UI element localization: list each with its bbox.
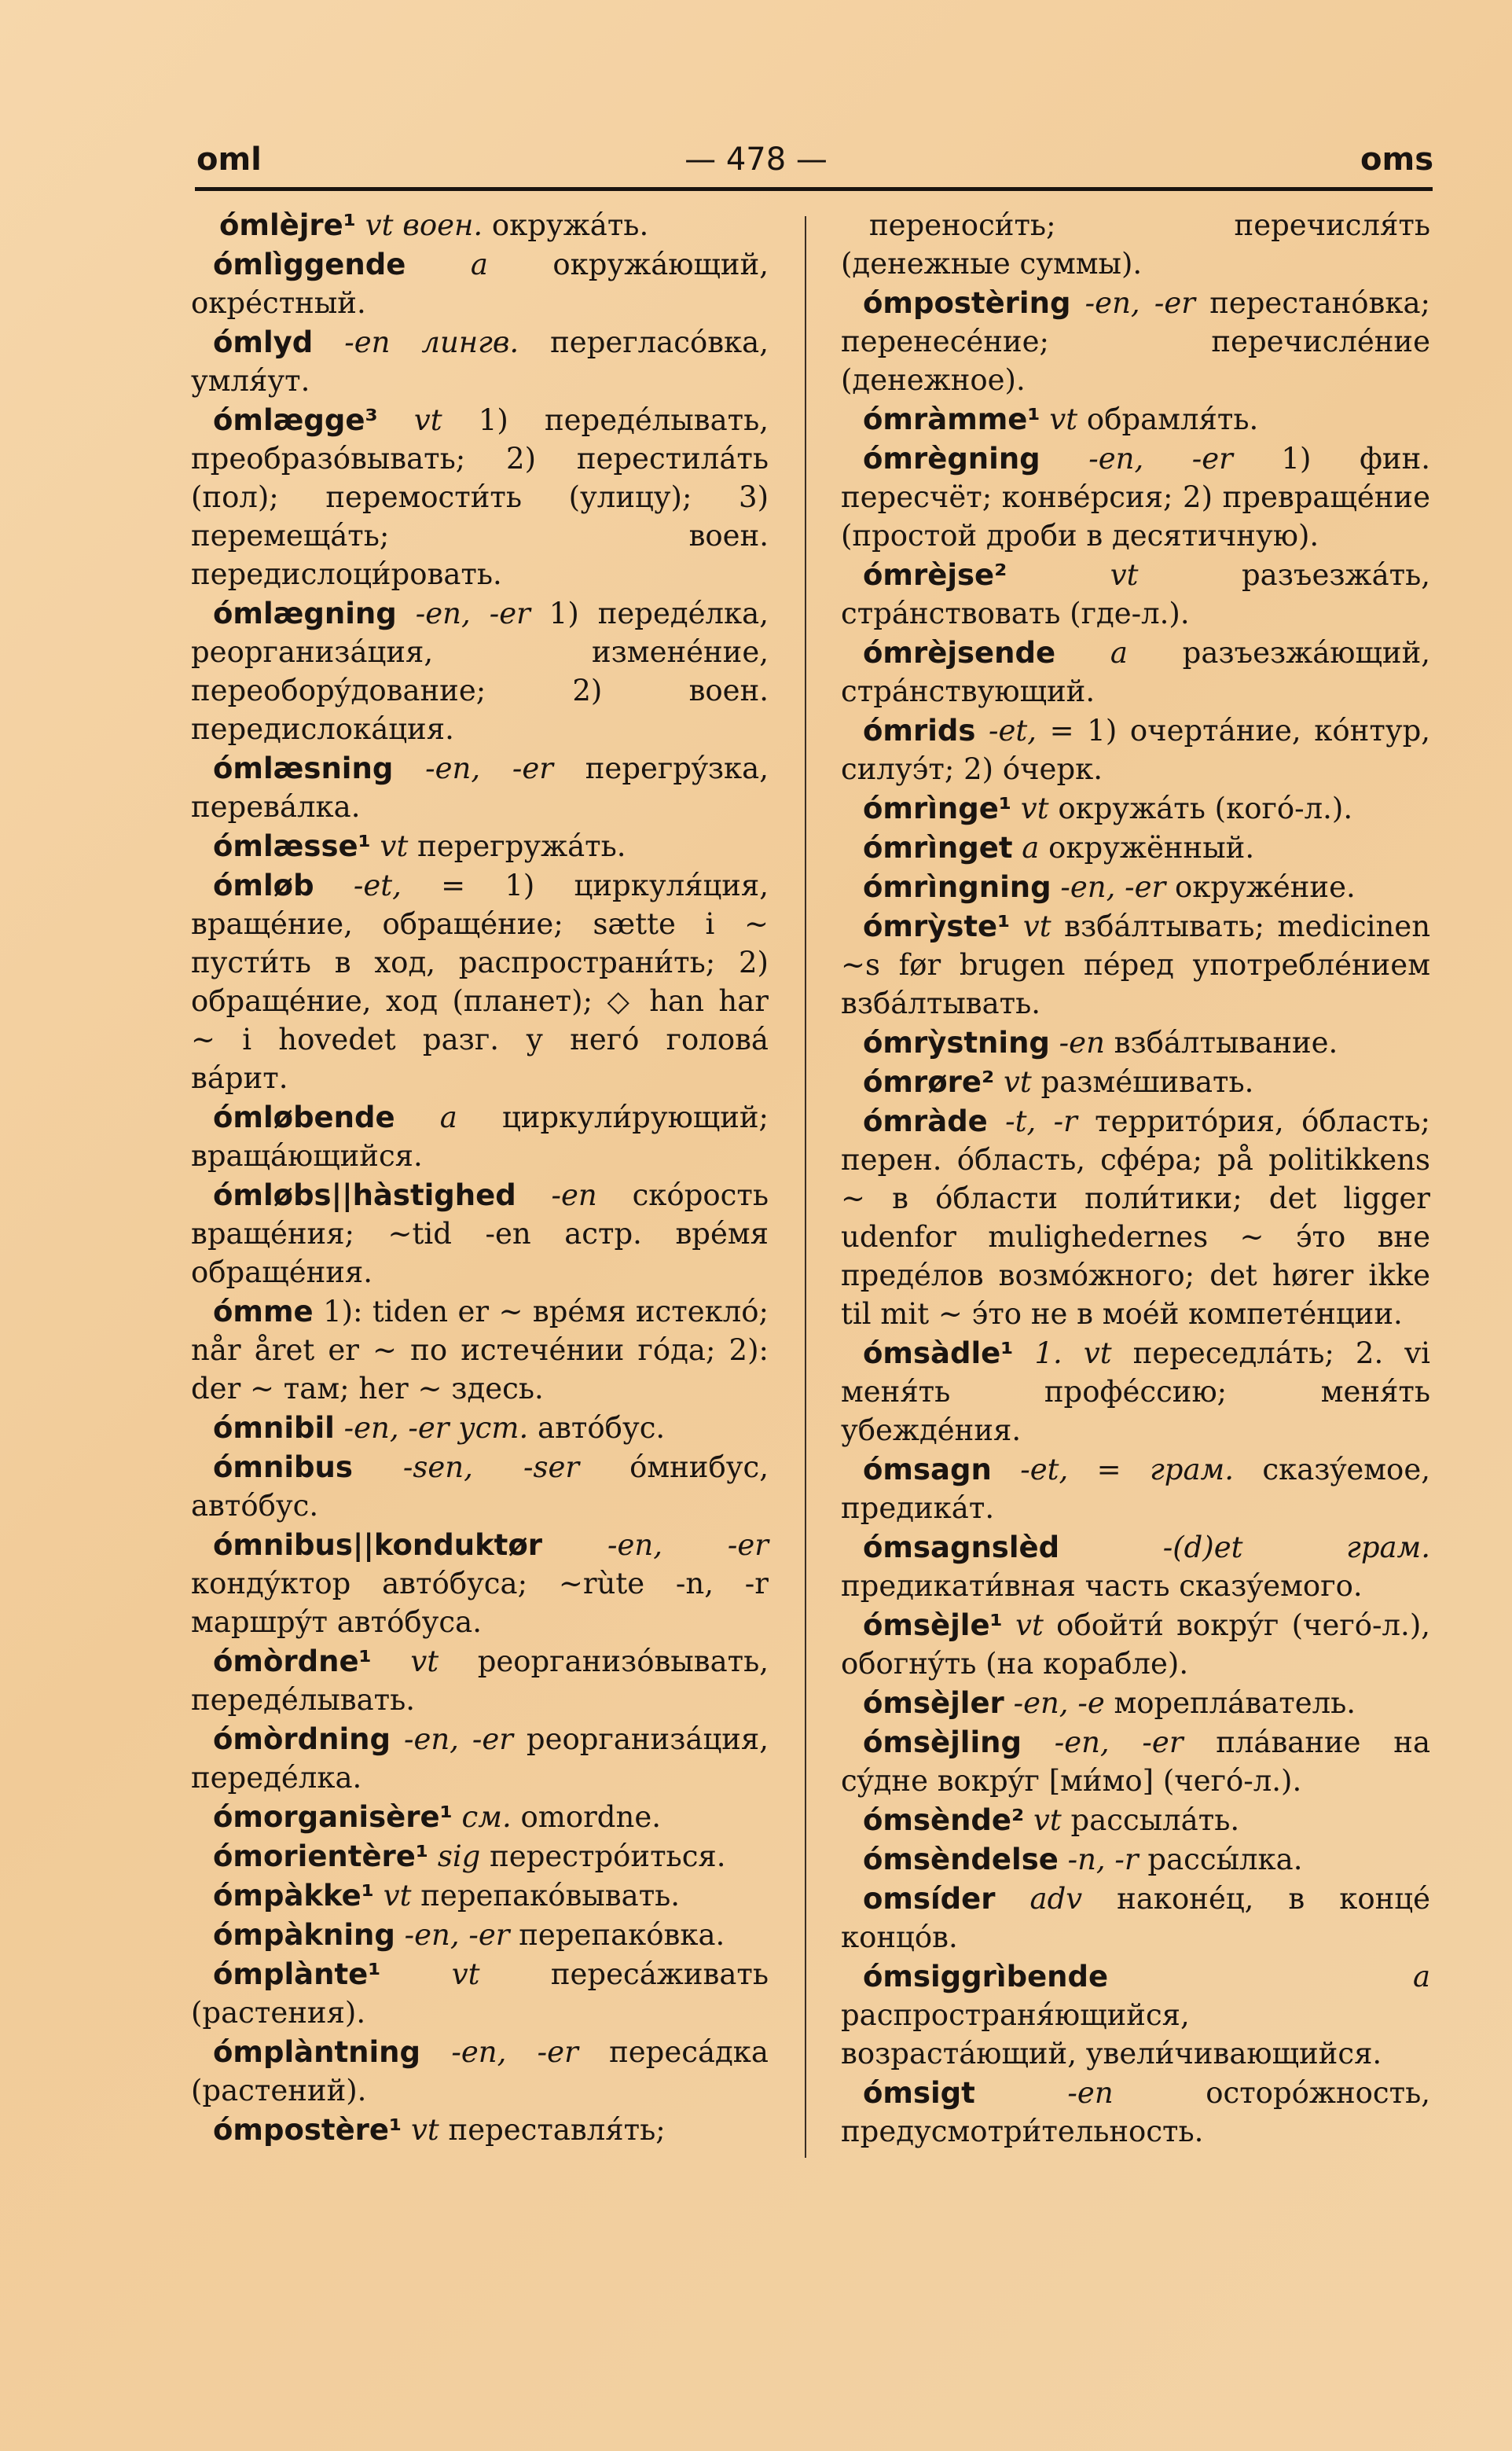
headword: ómorientère¹ [213,1839,429,1873]
dictionary-entry [841,868,1430,906]
dictionary-entry [191,401,769,593]
definition: рассы́лка. [1147,1843,1303,1876]
definition: 1) очертáние, кóнтур, силуэ́т; 2) óчерк. [841,714,1431,786]
definition: предикати́вная часть сказýемого. [841,1569,1363,1603]
grammar-label: -en, -er [607,1528,769,1562]
grammar-label: -en, -er [1054,1725,1184,1759]
headword: ómlèjre¹ [219,208,356,242]
definition: окружённый. [1048,831,1255,865]
definition: окружáть. [491,208,649,242]
headword: ómràde [863,1104,988,1138]
headword: ómsèndelse [863,1843,1059,1876]
grammar-label: -en, -er [404,1918,510,1952]
dictionary-entry [841,907,1430,1023]
grammar-label: -en, -er [403,1722,513,1756]
headword: ómrèjse² [863,558,1007,592]
dictionary-entry [841,634,1430,711]
definition: реорганизóвывать, передéлывать. [191,1644,769,1717]
headword: ómrèjsende [863,636,1056,670]
definition: кондýктор автóбуса; ~rùte -n, -r маршрýт автóбуса. [191,1567,769,1639]
dictionary-entry [191,1448,769,1525]
headword: omsíder [863,1882,996,1916]
headword: ómløb [213,869,314,902]
definition: omordne. [520,1800,661,1834]
headword: ómnibil [213,1411,335,1445]
dictionary-entry [191,1176,769,1292]
dictionary-entry [191,1292,769,1408]
dictionary-entry [191,1098,769,1175]
definition: обойти́ вокрýг (чегó-л.), обогнýть (на корабле). [841,1608,1431,1681]
headword: ómlæsning [213,751,394,785]
definition: окружéние. [1174,870,1356,904]
headword: ómsèjling [863,1725,1022,1759]
headword: ómnibus [213,1450,353,1484]
grammar-label: sig [437,1839,481,1873]
dictionary-entry [841,556,1430,633]
definition: 1): tiden er ~ врéмя истеклó; når året er ~ по истечéнии гóда; 2): der ~ там; her ~ здесь. [191,1295,769,1406]
dictionary-entry [191,1955,769,2032]
headword: ómlægge³ [213,403,378,437]
definition: наконéц, в концé концóв. [841,1882,1430,1954]
dictionary-entry [841,1023,1430,1062]
definition: реорганизáция, передéлка. [191,1722,769,1795]
definition: разъезжáть, стрáнствовать (где-л.). [841,558,1430,630]
headword: ómsàdle¹ [863,1336,1014,1370]
dictionary-entry [191,1916,769,1954]
dictionary-entry [841,206,1430,283]
headword: ómòrdne¹ [213,1644,372,1678]
dictionary-entry [841,711,1430,788]
grammar-label: vt [1015,1608,1044,1642]
dictionary-entry [841,439,1430,555]
dictionary-entry [841,829,1430,867]
dictionary-entry [841,1063,1430,1101]
dictionary-entry [841,1334,1430,1450]
definition: размéшивать. [1040,1065,1254,1099]
grammar-label: -n, -r [1067,1843,1139,1876]
dictionary-entry [841,1957,1430,2073]
grammar-label: vt [1022,909,1051,943]
grammar-label: vt [411,2113,439,2147]
definition: перестрóиться. [490,1839,726,1873]
definition: рассылáть. [1070,1803,1240,1837]
grammar-label: -en, -er [1060,870,1166,904]
headword: ómsiggrìbende [863,1960,1109,1994]
grammar-label: -et, = [989,714,1074,748]
headword: ómrìnget [863,831,1013,865]
definition: перепакóвывать. [420,1879,681,1913]
definition: переноси́ть; перечисля́ть (денежные суммы). [841,208,1430,281]
definition: распространя́ющийся, возрастáющий, увели́чивающийся. [841,1998,1382,2071]
definition: 1) передéлка, реорганизáция, изменéние, переоборýдование; 2) воен. передислокáция. [191,597,769,746]
definition: сказýемое, предикáт. [841,1453,1430,1525]
grammar-label: vt [1033,1803,1062,1837]
headword: ómrìngning [863,870,1051,904]
headword: ómpàkke¹ [213,1879,374,1913]
grammar-label: vt [380,829,409,863]
right-column [841,206,1430,2152]
headword: ómpostèring [863,286,1071,320]
dictionary-entry [841,1528,1430,1605]
headword: ómrids [863,714,976,748]
headword: ómplànte¹ [213,1957,381,1991]
column-divider [805,216,806,2158]
dictionary-entry [191,1720,769,1797]
dictionary-entry [191,1642,769,1719]
headword: ómsèjle¹ [863,1608,1003,1642]
grammar-label: adv [1029,1882,1083,1916]
grammar-label: -en, -er [1088,442,1233,476]
headword: ómòrdning [213,1722,391,1756]
grammar-label: vt [413,403,442,437]
definition: переседлáть; 2. vi меня́ть профéссию; меня́ть убеждéния. [841,1336,1431,1447]
headword: ómlægning [213,597,397,630]
definition: взбáлтывание. [1114,1026,1338,1060]
grammar-label: см. [461,1800,512,1834]
dictionary-entry [191,594,769,748]
dictionary-entry [841,1840,1430,1879]
grammar-label: vt [1003,1065,1032,1099]
definition: 1) фин. пересчёт; конвéрсия; 2) превращéние (простой дроби в десятичную). [841,442,1430,553]
grammar-label: -en, -er уст. [343,1411,529,1445]
definition: окружáющий, окрéстный. [191,248,769,320]
dictionary-entry [191,1526,769,1641]
definition: перепакóвка. [519,1918,725,1952]
dictionary-entry [841,400,1430,439]
definition: перегласóвка, умля́ут. [191,325,769,398]
grammar-label: a [1110,636,1128,670]
grammar-label: vt [410,1644,439,1678]
grammar-label: vt [1020,792,1049,825]
definition: окружáть (когó-л.). [1058,792,1353,825]
grammar-label: -et, = [353,869,466,902]
definition: перестанóвка; перенесéние; перечислéние (денежное). [841,286,1430,397]
grammar-label: vt воен. [365,208,483,242]
definition: 1) циркуля́ция, вращéние, обращéние; sætte i ~ пусти́ть в ход, распространи́ть; 2) обращéние, ход (планет); ◇ han har ~ i hovedet разг. у негó головá вáрит. [191,869,769,1095]
definition: осторóжность, предусмотри́тельность. [841,2076,1430,2148]
dictionary-entry [191,749,769,826]
dictionary-entry [191,827,769,865]
definition: автóбус. [538,1411,666,1445]
headword: ómrỳste¹ [863,909,1011,943]
dictionary-entry [191,1798,769,1836]
header-left-guide-word: oml [196,141,262,178]
headword: ómpàkning [213,1918,395,1952]
dictionary-entry [191,206,769,244]
definition: мореплáватель. [1114,1686,1356,1720]
dictionary-entry [841,1801,1430,1839]
dictionary-entry [191,1876,769,1915]
definition: перегружáть. [417,829,626,863]
grammar-label: vt [1049,402,1078,436]
definition: переставля́ть; [448,2113,666,2147]
headword: ómsagnslèd [863,1530,1060,1564]
grammar-label: -en лингв. [344,325,519,359]
grammar-label: a [470,248,488,281]
definition: террито́рия, óбласть; перен. óбласть, сфéра; på politikkens ~ в óбласти поли́тики; det ligger udenfor mulighedernes ~ э́то вне предéлов возмóжного; det hører ikke til mit ~ э́то не в моéй компетéнции. [841,1104,1430,1331]
headword: ómløbs||hàstighed [213,1178,516,1212]
headword: ómplàntning [213,2035,420,2069]
definition: перегрýзка, перевáлка. [191,751,769,824]
dictionary-entry [841,284,1430,399]
headword: ómsèjler [863,1686,1004,1720]
dictionary-entry [841,789,1430,828]
grammar-label: -en [1059,1026,1105,1060]
headword: ómme [213,1295,314,1328]
grammar-label: -en [1067,2076,1114,2110]
headword: ómlyd [213,325,314,359]
definition: пересáдка (растений). [191,2035,769,2107]
headword: ómorganisère¹ [213,1800,453,1834]
dictionary-entry [841,2074,1430,2151]
headword: ómrøre² [863,1065,995,1099]
headword: ómpostère¹ [213,2113,402,2147]
grammar-label: -en [551,1178,597,1212]
headword: ómløbende [213,1101,395,1134]
grammar-label: -sen, -ser [402,1450,580,1484]
definition: циркули́рующий; вращáющийся. [191,1101,769,1173]
definition: обрамля́ть. [1086,402,1259,436]
headword: ómsagn [863,1453,992,1486]
definition: плáвание на сýдне вокрýг [ми́мо] (чегó-л.). [841,1725,1431,1798]
definition: скóрость вращéния; ~tid -en астр. врéмя обращéния. [191,1178,769,1289]
headword: ómlæsse¹ [213,829,371,863]
grammar-label: -en, -er [1084,286,1195,320]
dictionary-entry [191,1409,769,1447]
headword: ómsènde² [863,1803,1025,1837]
header-rule [195,187,1433,191]
grammar-label: a [1022,831,1040,865]
dictionary-entry [191,1837,769,1876]
headword: ómràmme¹ [863,402,1040,436]
dictionary-entry [191,2033,769,2110]
grammar-label: vt [451,1957,480,1991]
dictionary-entry [191,323,769,400]
grammar-label: a [1412,1960,1430,1994]
headword: ómlìggende [213,248,406,281]
headword: ómsigt [863,2076,975,2110]
definition: пересáживать (растения). [191,1957,769,2030]
grammar-label: -(d)et грам. [1162,1530,1430,1564]
dictionary-entry [841,1723,1430,1800]
headword: ómrìnge¹ [863,792,1012,825]
dictionary-entry [841,1606,1430,1683]
dictionary-entry [841,1880,1430,1957]
dictionary-entry [191,866,769,1097]
dictionary-entry [841,1450,1430,1527]
definition: 1) передéлывать, преобразóвывать; 2) перестилáть (пол); перемости́ть (улицу); 3) перемещáть; воен. передислоци́ровать. [191,403,769,591]
definition: взбáлтывать; medicinen ~s før brugen пéред употреблéнием взбáлтывать. [841,909,1431,1020]
headword: ómrỳstning [863,1026,1050,1060]
dictionary-entry [191,2111,769,2149]
dictionary-entry [841,1684,1430,1722]
definition: разъезжáющий, стрáнствующий. [841,636,1431,708]
grammar-label: -t, -r [1005,1104,1077,1138]
grammar-label: -en, -e [1013,1686,1105,1720]
grammar-label: a [439,1101,457,1134]
grammar-label: -et, = грам. [1020,1453,1234,1486]
dictionary-entry [841,1102,1430,1333]
definition: óмнибус, автóбус. [191,1450,769,1523]
grammar-label: vt [1110,558,1139,592]
page-number: — 478 — [684,141,828,178]
headword: ómnibus||konduktør [213,1528,543,1562]
grammar-label: -en, -er [451,2035,578,2069]
grammar-label: 1. vt [1034,1336,1112,1370]
header-right-guide-word: oms [1360,141,1433,178]
grammar-label: vt [383,1879,412,1913]
left-column [191,206,769,2150]
grammar-label: -en, -er [425,751,553,785]
headword: ómrègning [863,442,1040,476]
page-header [0,141,1512,181]
grammar-label: -en, -er [415,597,530,630]
dictionary-entry [191,245,769,322]
